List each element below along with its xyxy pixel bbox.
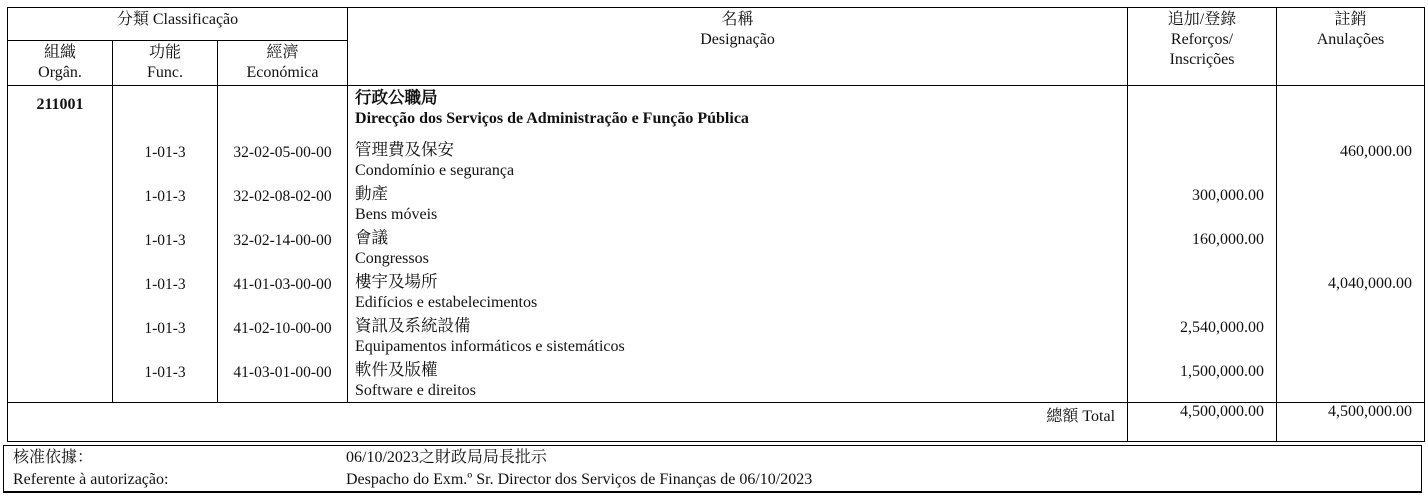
reforcos-amount xyxy=(1128,270,1276,314)
anulacoes-amount: 4,040,000.00 xyxy=(1328,275,1413,292)
designation-column xyxy=(348,86,1128,403)
reforcos-column xyxy=(1128,86,1277,403)
header-anulacoes xyxy=(1277,8,1425,86)
header-econ xyxy=(218,41,348,86)
header-econ-pt: Económica xyxy=(246,64,319,81)
anulacoes-amount xyxy=(1277,314,1424,358)
header-classification-label: 分類 Classificação xyxy=(116,11,239,28)
header-reforcos xyxy=(1128,8,1277,86)
header-anulacoes-pt: Anulações xyxy=(1316,31,1385,48)
anulacoes-amount xyxy=(1277,226,1424,270)
reforcos-amount xyxy=(1128,138,1276,182)
designation-entry xyxy=(348,270,1127,314)
designation-pt: Edifícios e estabelecimentos xyxy=(355,294,538,311)
econ-code: 32-02-05-00-00 xyxy=(233,144,332,161)
designation-zh: 會議 xyxy=(355,228,389,247)
authorization-value-pt: Despacho do Exm.º Sr. Director dos Serviços de Finanças de 06/10/2023 xyxy=(346,471,813,488)
header-reforcos-zh: 追加/登錄 xyxy=(1167,11,1237,28)
anulacoes-amount xyxy=(1277,182,1424,226)
designation-entry xyxy=(348,226,1127,270)
header-func xyxy=(113,41,218,86)
designation-zh: 動產 xyxy=(355,184,389,203)
header-classification xyxy=(8,8,348,41)
designation-pt: Equipamentos informáticos e sistemáticos xyxy=(355,338,625,355)
organ-column xyxy=(8,86,113,403)
econ-code: 32-02-08-02-00 xyxy=(233,188,332,205)
reforcos-amount: 1,500,000.00 xyxy=(1180,363,1265,380)
anulacoes-column xyxy=(1277,86,1425,403)
func-code: 1-01-3 xyxy=(144,232,186,249)
func-code: 1-01-3 xyxy=(144,320,186,337)
designation-pt: Software e direitos xyxy=(355,382,476,399)
header-func-pt: Func. xyxy=(147,64,183,81)
designation-zh: 管理費及保安 xyxy=(355,140,455,159)
designation-entry xyxy=(348,358,1127,402)
anulacoes-amount: 460,000.00 xyxy=(1340,143,1413,160)
func-column xyxy=(113,86,218,403)
authorization-value-zh: 06/10/2023之財政局局長批示 xyxy=(346,449,547,466)
department-name xyxy=(348,86,1127,138)
func-code: 1-01-3 xyxy=(144,276,186,293)
header-reforcos-pt1: Reforços/ xyxy=(1170,31,1234,48)
header-func-zh: 功能 xyxy=(148,44,181,61)
econ-code: 32-02-14-00-00 xyxy=(233,232,332,249)
authorization-box xyxy=(3,445,1422,493)
reforcos-amount: 300,000.00 xyxy=(1192,187,1265,204)
reforcos-amount: 2,540,000.00 xyxy=(1180,319,1265,336)
reforcos-amount: 160,000.00 xyxy=(1192,231,1265,248)
header-organ-zh: 組織 xyxy=(43,44,76,61)
total-anulacoes: 4,500,000.00 xyxy=(1277,403,1425,442)
authorization-label xyxy=(13,447,168,491)
designation-pt: Congressos xyxy=(355,250,429,267)
department-name-pt: Direcção dos Serviços de Administração e Função Pública xyxy=(355,110,749,127)
header-designation xyxy=(348,8,1128,86)
header-reforcos-pt2: Inscrições xyxy=(1169,51,1235,68)
authorization-label-pt: Referente à autorização: xyxy=(13,471,169,488)
econ-code: 41-03-01-00-00 xyxy=(233,364,332,381)
header-anulacoes-zh: 註銷 xyxy=(1334,11,1367,28)
designation-entry xyxy=(348,314,1127,358)
designation-zh: 樓宇及場所 xyxy=(355,272,438,291)
designation-entry xyxy=(348,138,1127,182)
designation-zh: 資訊及系統設備 xyxy=(355,316,471,335)
authorization-label-zh: 核准依據： xyxy=(13,449,94,466)
func-code: 1-01-3 xyxy=(144,188,186,205)
econ-code: 41-02-10-00-00 xyxy=(233,320,332,337)
header-organ xyxy=(8,41,113,86)
total-label: 總額 Total xyxy=(8,403,1128,442)
econ-code: 41-01-03-00-00 xyxy=(233,276,332,293)
total-reforcos: 4,500,000.00 xyxy=(1128,403,1277,442)
designation-entry xyxy=(348,182,1127,226)
department-name-zh: 行政公職局 xyxy=(355,88,438,107)
designation-pt: Bens móveis xyxy=(355,206,438,223)
authorization-value xyxy=(346,447,812,491)
func-code: 1-01-3 xyxy=(144,144,186,161)
econ-column xyxy=(218,86,348,403)
organ-code: 211001 xyxy=(36,96,84,113)
header-designation-pt: Designação xyxy=(700,31,775,48)
header-econ-zh: 經濟 xyxy=(266,44,299,61)
header-organ-pt: Orgân. xyxy=(38,64,82,81)
budget-table xyxy=(7,7,1425,442)
header-designation-zh: 名稱 xyxy=(721,11,754,28)
designation-pt: Condomínio e segurança xyxy=(355,162,515,179)
designation-zh: 軟件及版權 xyxy=(355,360,438,379)
func-code: 1-01-3 xyxy=(144,364,186,381)
anulacoes-amount xyxy=(1277,358,1424,402)
